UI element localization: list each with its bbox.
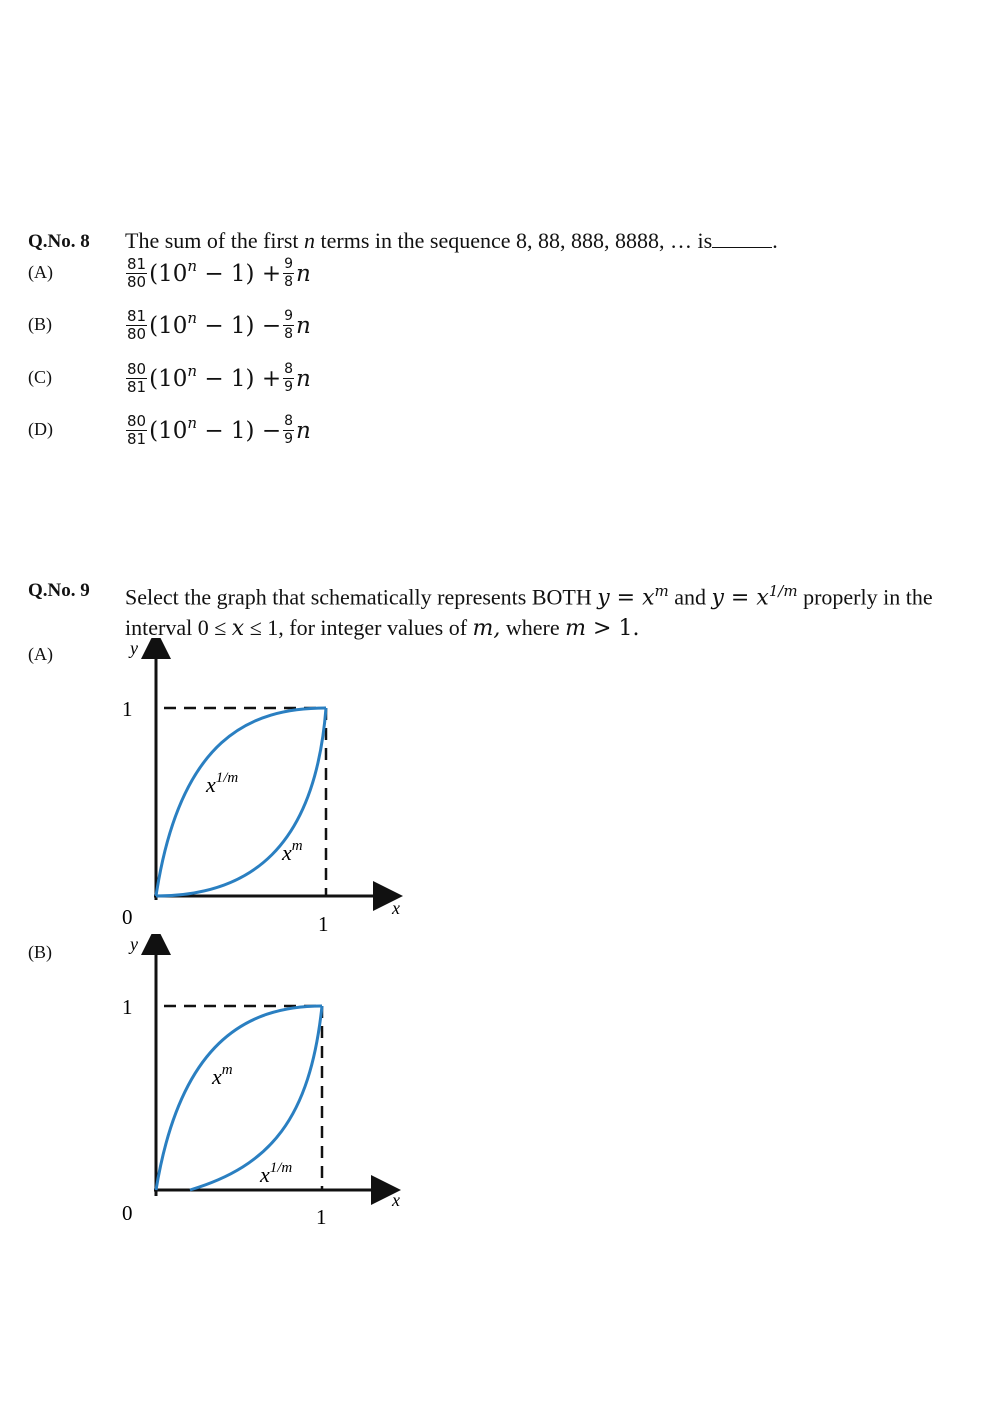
q8-option-a-expression: $\frac{81}{80}$ (10 $^n$ − 1) + $\frac{9}{8}$ n — [127, 255, 311, 291]
x-axis-label: x — [392, 898, 400, 918]
origin-label: 0 — [122, 1201, 133, 1225]
question-9-number: Q.No. 9 — [28, 580, 90, 601]
question-9-line-1: Select the graph that schematically represents BOTH $y = x^m$ and $y = x^{1/m}$ properly in the — [125, 582, 933, 611]
q9-graph-a — [110, 638, 410, 938]
y-one-label: 1 — [122, 697, 133, 721]
fraction-2: $\frac{8}{9}$ — [284, 361, 294, 395]
origin-label: 0 — [122, 905, 133, 929]
lower-curve — [190, 1006, 322, 1190]
q8-option-d-expression: $\frac{80}{81}$ (10 $^n$ − 1) − $\frac{8}{9}$ n — [127, 412, 311, 448]
q8-option-b-expression: $\frac{81}{80}$ (10 $^n$ − 1) − $\frac{9}{8}$ n — [127, 307, 311, 343]
question-9-text — [125, 576, 933, 644]
y-one-label: 1 — [122, 995, 133, 1019]
x-one-label: 1 — [318, 912, 329, 936]
q8-option-b-label: (B) — [28, 314, 52, 334]
q9-option-b-label: (B) — [28, 942, 52, 962]
y-axis-label: y — [130, 934, 138, 954]
x-one-label: 1 — [316, 1205, 327, 1229]
lower-curve-label: $x^{1/m}$ — [260, 1160, 293, 1187]
upper-curve — [156, 708, 326, 896]
fraction-1: $\frac{80}{81}$ — [127, 360, 147, 396]
q9-graph-b — [110, 934, 410, 1234]
upper-curve — [156, 1006, 322, 1190]
fraction-2: $\frac{8}{9}$ — [284, 413, 294, 447]
fraction-1: $\frac{80}{81}$ — [127, 412, 147, 448]
fraction-1: $\frac{81}{80}$ — [127, 307, 147, 343]
answer-blank — [712, 246, 772, 248]
fraction-1: $\frac{81}{80}$ — [127, 255, 147, 291]
x-axis-label: x — [392, 1190, 400, 1210]
fraction-2: $\frac{9}{8}$ — [284, 308, 294, 342]
y-axis-label: y — [130, 638, 138, 658]
q8-option-d-label: (D) — [28, 419, 53, 439]
question-8-text: The sum of the first n terms in the sequence 8, 88, 888, 8888, … is . — [125, 228, 778, 253]
q9-option-a-label: (A) — [28, 644, 53, 664]
upper-curve-label: $x^m$ — [212, 1062, 233, 1089]
question-8-number: Q.No. 8 — [28, 231, 90, 252]
question-9-line-2: interval 0 ≤ x ≤ 1, for integer values of m, where m > 1. — [125, 615, 640, 642]
lower-curve-label: $x^m$ — [282, 838, 303, 865]
q8-option-c-expression: $\frac{80}{81}$ (10 $^n$ − 1) + $\frac{8}{9}$ n — [127, 360, 311, 396]
fraction-2: $\frac{9}{8}$ — [284, 256, 294, 290]
q8-option-c-label: (C) — [28, 367, 52, 387]
q8-option-a-label: (A) — [28, 262, 53, 282]
upper-curve-label: $x^{1/m}$ — [206, 770, 239, 797]
